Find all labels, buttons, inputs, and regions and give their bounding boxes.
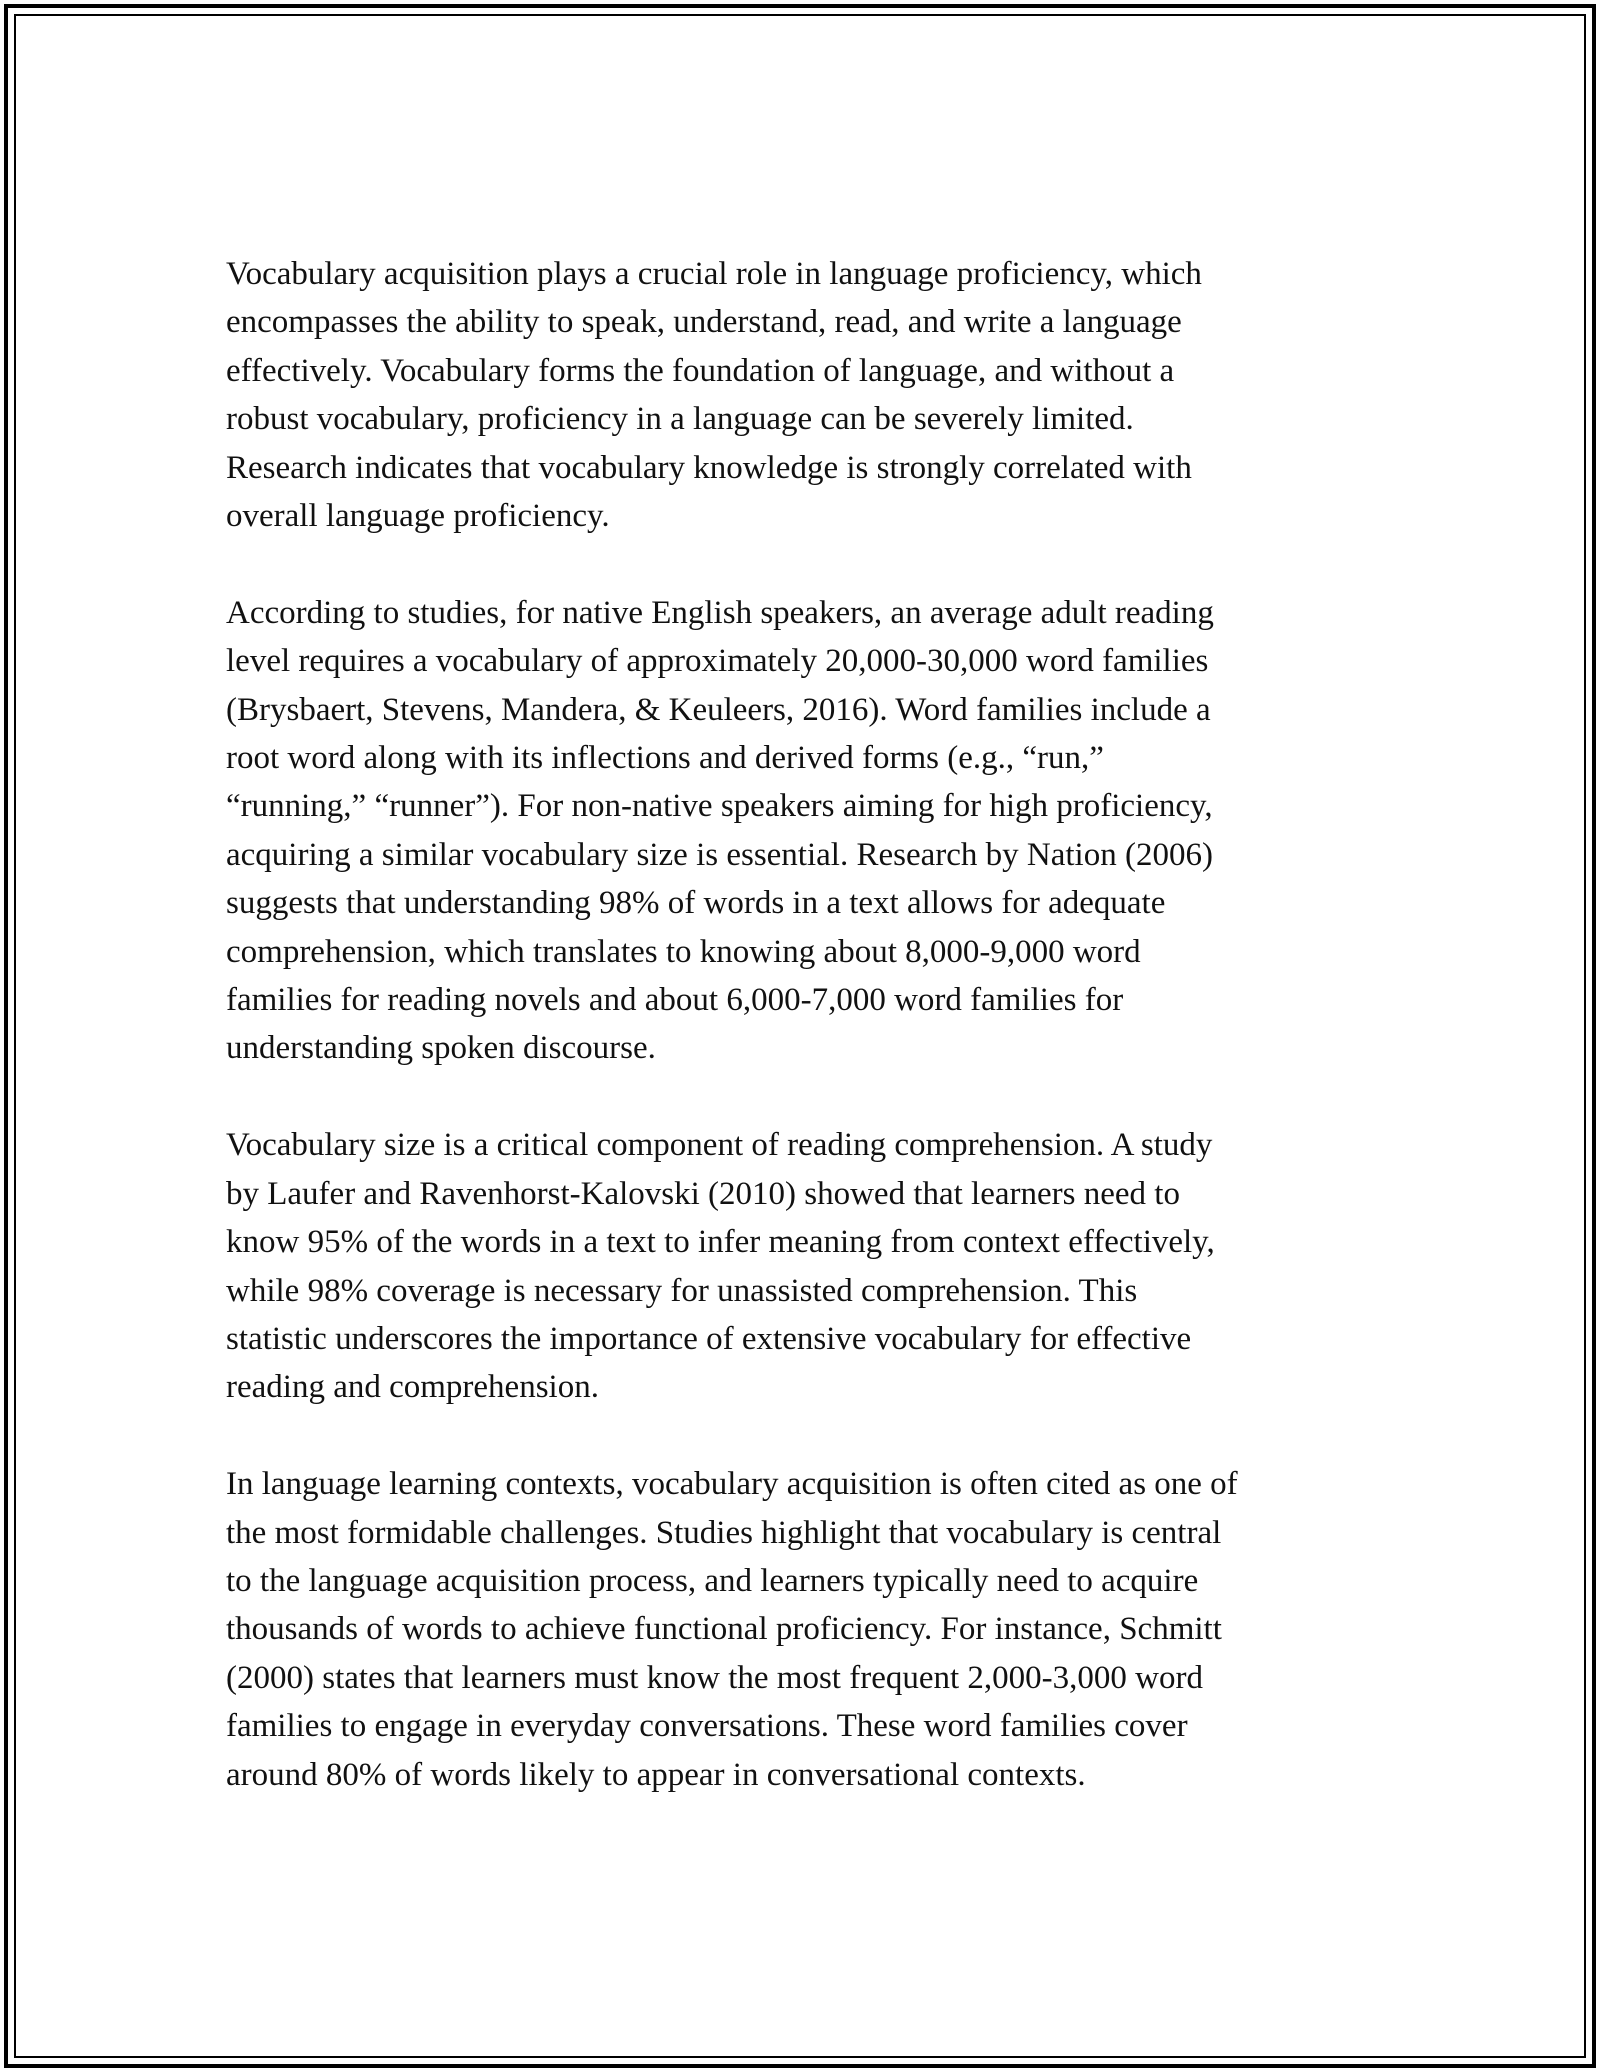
- document-body: [226, 250, 1376, 1847]
- paragraph-1: Vocabulary acquisition plays a crucial role in language proficiency, which encompasses the ability to speak, understand, read, and write a language effectively. Vocabulary forms the foundation of language, and without a robust vocabulary, proficiency in a language can be severely limited. Research indicates that vocabulary knowledge is strongly correlated with overall language proficiency.: [226, 256, 1202, 535]
- paragraph-4: In language learning contexts, vocabulary acquisition is often cited as one of the most formidable challenges. Studies highlight that vocabulary is central to the language acquisition process, and learners typically need to acquire thousands of words to achieve functional proficiency. For instance, Schmitt (2000) states that learners must know the most frequent 2,000-3,000 word families to engage in everyday conversations. These word families cover around 80% of words likely to appear in conversational contexts.: [226, 1466, 1238, 1793]
- paragraph-3: Vocabulary size is a critical component of reading comprehension. A study by Laufer and Ravenhorst-Kalovski (2010) showed that learners need to know 95% of the words in a text to infer meaning from context effectively, while 98% coverage is necessary for unassisted comprehension. This statistic underscores the importance of extensive vocabulary for effective reading and comprehension.: [226, 1127, 1215, 1406]
- paragraph-2: According to studies, for native English speakers, an average adult reading level requires a vocabulary of approximately 20,000-30,000 word families (Brysbaert, Stevens, Mandera, & Keuleers, 2016). Word families include a root word along with its inflections and derived forms (e.g., “run,” “running,” “runner”). For non-native speakers aiming for high proficiency, acquiring a similar vocabulary size is essential. Research by Nation (2006) suggests that understanding 98% of words in a text allows for adequate comprehension, which translates to knowing about 8,000-9,000 word families for reading novels and about 6,000-7,000 word families for understanding spoken discourse.: [226, 594, 1214, 1067]
